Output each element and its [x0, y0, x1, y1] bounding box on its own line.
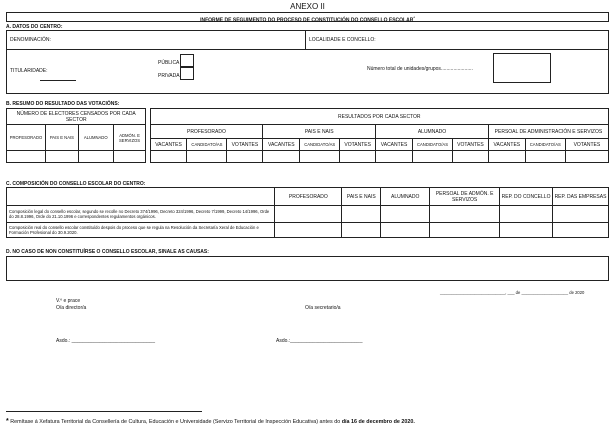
sub-votantes: VOTANTES — [340, 139, 376, 151]
footnote-rule — [6, 411, 202, 412]
title-box — [6, 12, 609, 22]
titularidade-line — [40, 80, 76, 81]
unidades-label: Número total de unidades/grupos....................... — [367, 66, 473, 72]
causes-input[interactable] — [6, 256, 609, 281]
comp-col-alumnado: ALUMNADO — [381, 188, 430, 206]
annex-title: ANEXO II — [290, 2, 325, 11]
input-cell[interactable] — [453, 151, 489, 163]
comp-col-profesorado: PROFESORADO — [275, 188, 342, 206]
date-line: ____________________________, ___ de ____________________ de 2020 — [440, 290, 585, 295]
sector-persoal: PERSOAL DE ADMINISTRACIÓN E SERVIZOS — [488, 125, 608, 139]
elector-col-alumnado: ALUMNADO — [78, 125, 113, 151]
denominacion-label: DENOMINACIÓN: — [10, 37, 51, 43]
input-cell[interactable] — [553, 223, 609, 238]
section-a-box — [6, 30, 609, 94]
form-title-text: INFORME DE SEGUIMENTO DO PROCESO DE CONSTITUCIÓN DO CONSELLO ESCOLAR — [200, 17, 414, 24]
input-cell[interactable] — [113, 151, 146, 163]
input-cell[interactable] — [430, 206, 500, 223]
privada-checkbox[interactable] — [180, 67, 194, 80]
composition-table — [6, 187, 609, 238]
sub-votantes: VOTANTES — [453, 139, 489, 151]
unidades-input[interactable] — [493, 53, 551, 83]
input-cell[interactable] — [342, 206, 381, 223]
electors-header: NÚMERO DE ELECTORES CENSADOS POR CADA SECTOR — [7, 109, 146, 125]
title-footnote-mark: * — [413, 15, 415, 20]
director-signature: Asdo.: ______________________________ — [56, 338, 155, 344]
input-cell[interactable] — [553, 206, 609, 223]
row-legal: Composición legal do consello escolar, segundo se recolle no Decreto 374/1996, Decreto 324/1996, Decreto 7/1999, Decreto 14/1996, Orde do 28.8.1996, Orde do 21.10.1996 e correspondentes regulamentos orgánicos. — [7, 206, 275, 223]
sector-alumnado: ALUMNADO — [376, 125, 489, 139]
input-cell[interactable] — [413, 151, 453, 163]
sub-vacantes: VACANTES — [376, 139, 413, 151]
input-cell[interactable] — [300, 151, 340, 163]
comp-col-concello: REP. DO CONCELLO — [500, 188, 553, 206]
sub-vacantes: VACANTES — [488, 139, 525, 151]
publica-checkbox[interactable] — [180, 54, 194, 67]
input-cell[interactable] — [227, 151, 263, 163]
sub-votantes: VOTANTES — [227, 139, 263, 151]
director-label: O/a director/a — [56, 305, 87, 311]
sub-votantes: VOTANTES — [565, 139, 608, 151]
input-cell[interactable] — [525, 151, 565, 163]
blank-header — [7, 188, 275, 206]
sub-vacantes: VACANTES — [263, 139, 300, 151]
section-a-heading: A. DATOS DO CENTRO: — [6, 24, 63, 30]
vpr-label: V.º e prace — [56, 298, 81, 304]
input-cell[interactable] — [500, 206, 553, 223]
comp-col-empresas: REP. DAS EMPRESAS — [553, 188, 609, 206]
comp-col-persoal: PERSOAL DE ADMÓN. E SERVIZOS — [430, 188, 500, 206]
sub-candidatos: CANDIDATO/AS — [525, 139, 565, 151]
results-header: RESULTADOS POR CADA SECTOR — [150, 109, 608, 125]
input-cell[interactable] — [342, 223, 381, 238]
input-cell[interactable] — [381, 223, 430, 238]
titularidade-label: TITULARIDADE: — [10, 68, 48, 74]
localidade-label: LOCALIDADE E CONCELLO: — [309, 37, 376, 43]
divider — [305, 31, 306, 49]
row-real: Composición real do consello escolar constituído despois do proceso que se regula na Resolución da Secretaría Xeral de Educación e Formación Profesional do 30.9.2020. — [7, 223, 275, 238]
footnote — [6, 418, 415, 426]
form-title — [7, 15, 608, 24]
input-cell[interactable] — [430, 223, 500, 238]
publica-label: PÚBLICA — [158, 60, 180, 66]
secretario-label: O/a secretario/a — [305, 305, 341, 311]
input-cell[interactable] — [263, 151, 300, 163]
privada-label: PRIVADA — [158, 73, 180, 79]
sub-vacantes: VACANTES — [150, 139, 187, 151]
secretario-signature: Asdo.:__________________________ — [276, 338, 363, 344]
elector-col-pais: PAIS E NAIS — [45, 125, 78, 151]
input-cell[interactable] — [500, 223, 553, 238]
elector-col-admon: ADMÓN. E SERVIZOS — [113, 125, 146, 151]
input-cell[interactable] — [275, 206, 342, 223]
section-b-heading: B. RESUMO DO RESULTADO DAS VOTACIÓNS: — [6, 101, 120, 107]
input-cell[interactable] — [488, 151, 525, 163]
input-cell[interactable] — [7, 151, 46, 163]
footnote-mark: * — [6, 418, 9, 425]
section-c-heading: C. COMPOSICIÓN DO CONSELLO ESCOLAR DO CENTRO: — [6, 181, 146, 187]
comp-col-pais: PAIS E NAIS — [342, 188, 381, 206]
sub-candidatos: CANDIDATO/AS — [187, 139, 227, 151]
input-cell[interactable] — [381, 206, 430, 223]
input-cell[interactable] — [275, 223, 342, 238]
divider — [7, 49, 608, 50]
sector-pais: PAIS E NAIS — [263, 125, 376, 139]
votes-table — [6, 108, 609, 163]
elector-col-profesorado: PROFESORADO — [7, 125, 46, 151]
input-cell[interactable] — [376, 151, 413, 163]
input-cell[interactable] — [150, 151, 187, 163]
input-cell[interactable] — [78, 151, 113, 163]
footnote-text: Remítase á Xefatura Territorial da Consellería de Cultura, Educación e Universidade (Servizo Territorial de Inspección Educativa) antes do — [10, 419, 342, 425]
input-cell[interactable] — [187, 151, 227, 163]
footnote-deadline: día 16 de decembro de 2020. — [341, 419, 415, 425]
sub-candidatos: CANDIDATO/AS — [300, 139, 340, 151]
sector-profesorado: PROFESORADO — [150, 125, 263, 139]
section-d-heading: D. NO CASO DE NON CONSTITUÍRSE O CONSELLO ESCOLAR, SINALE AS CAUSAS: — [6, 249, 209, 255]
sub-candidatos: CANDIDATO/AS — [413, 139, 453, 151]
input-cell[interactable] — [340, 151, 376, 163]
input-cell[interactable] — [45, 151, 78, 163]
input-cell[interactable] — [565, 151, 608, 163]
